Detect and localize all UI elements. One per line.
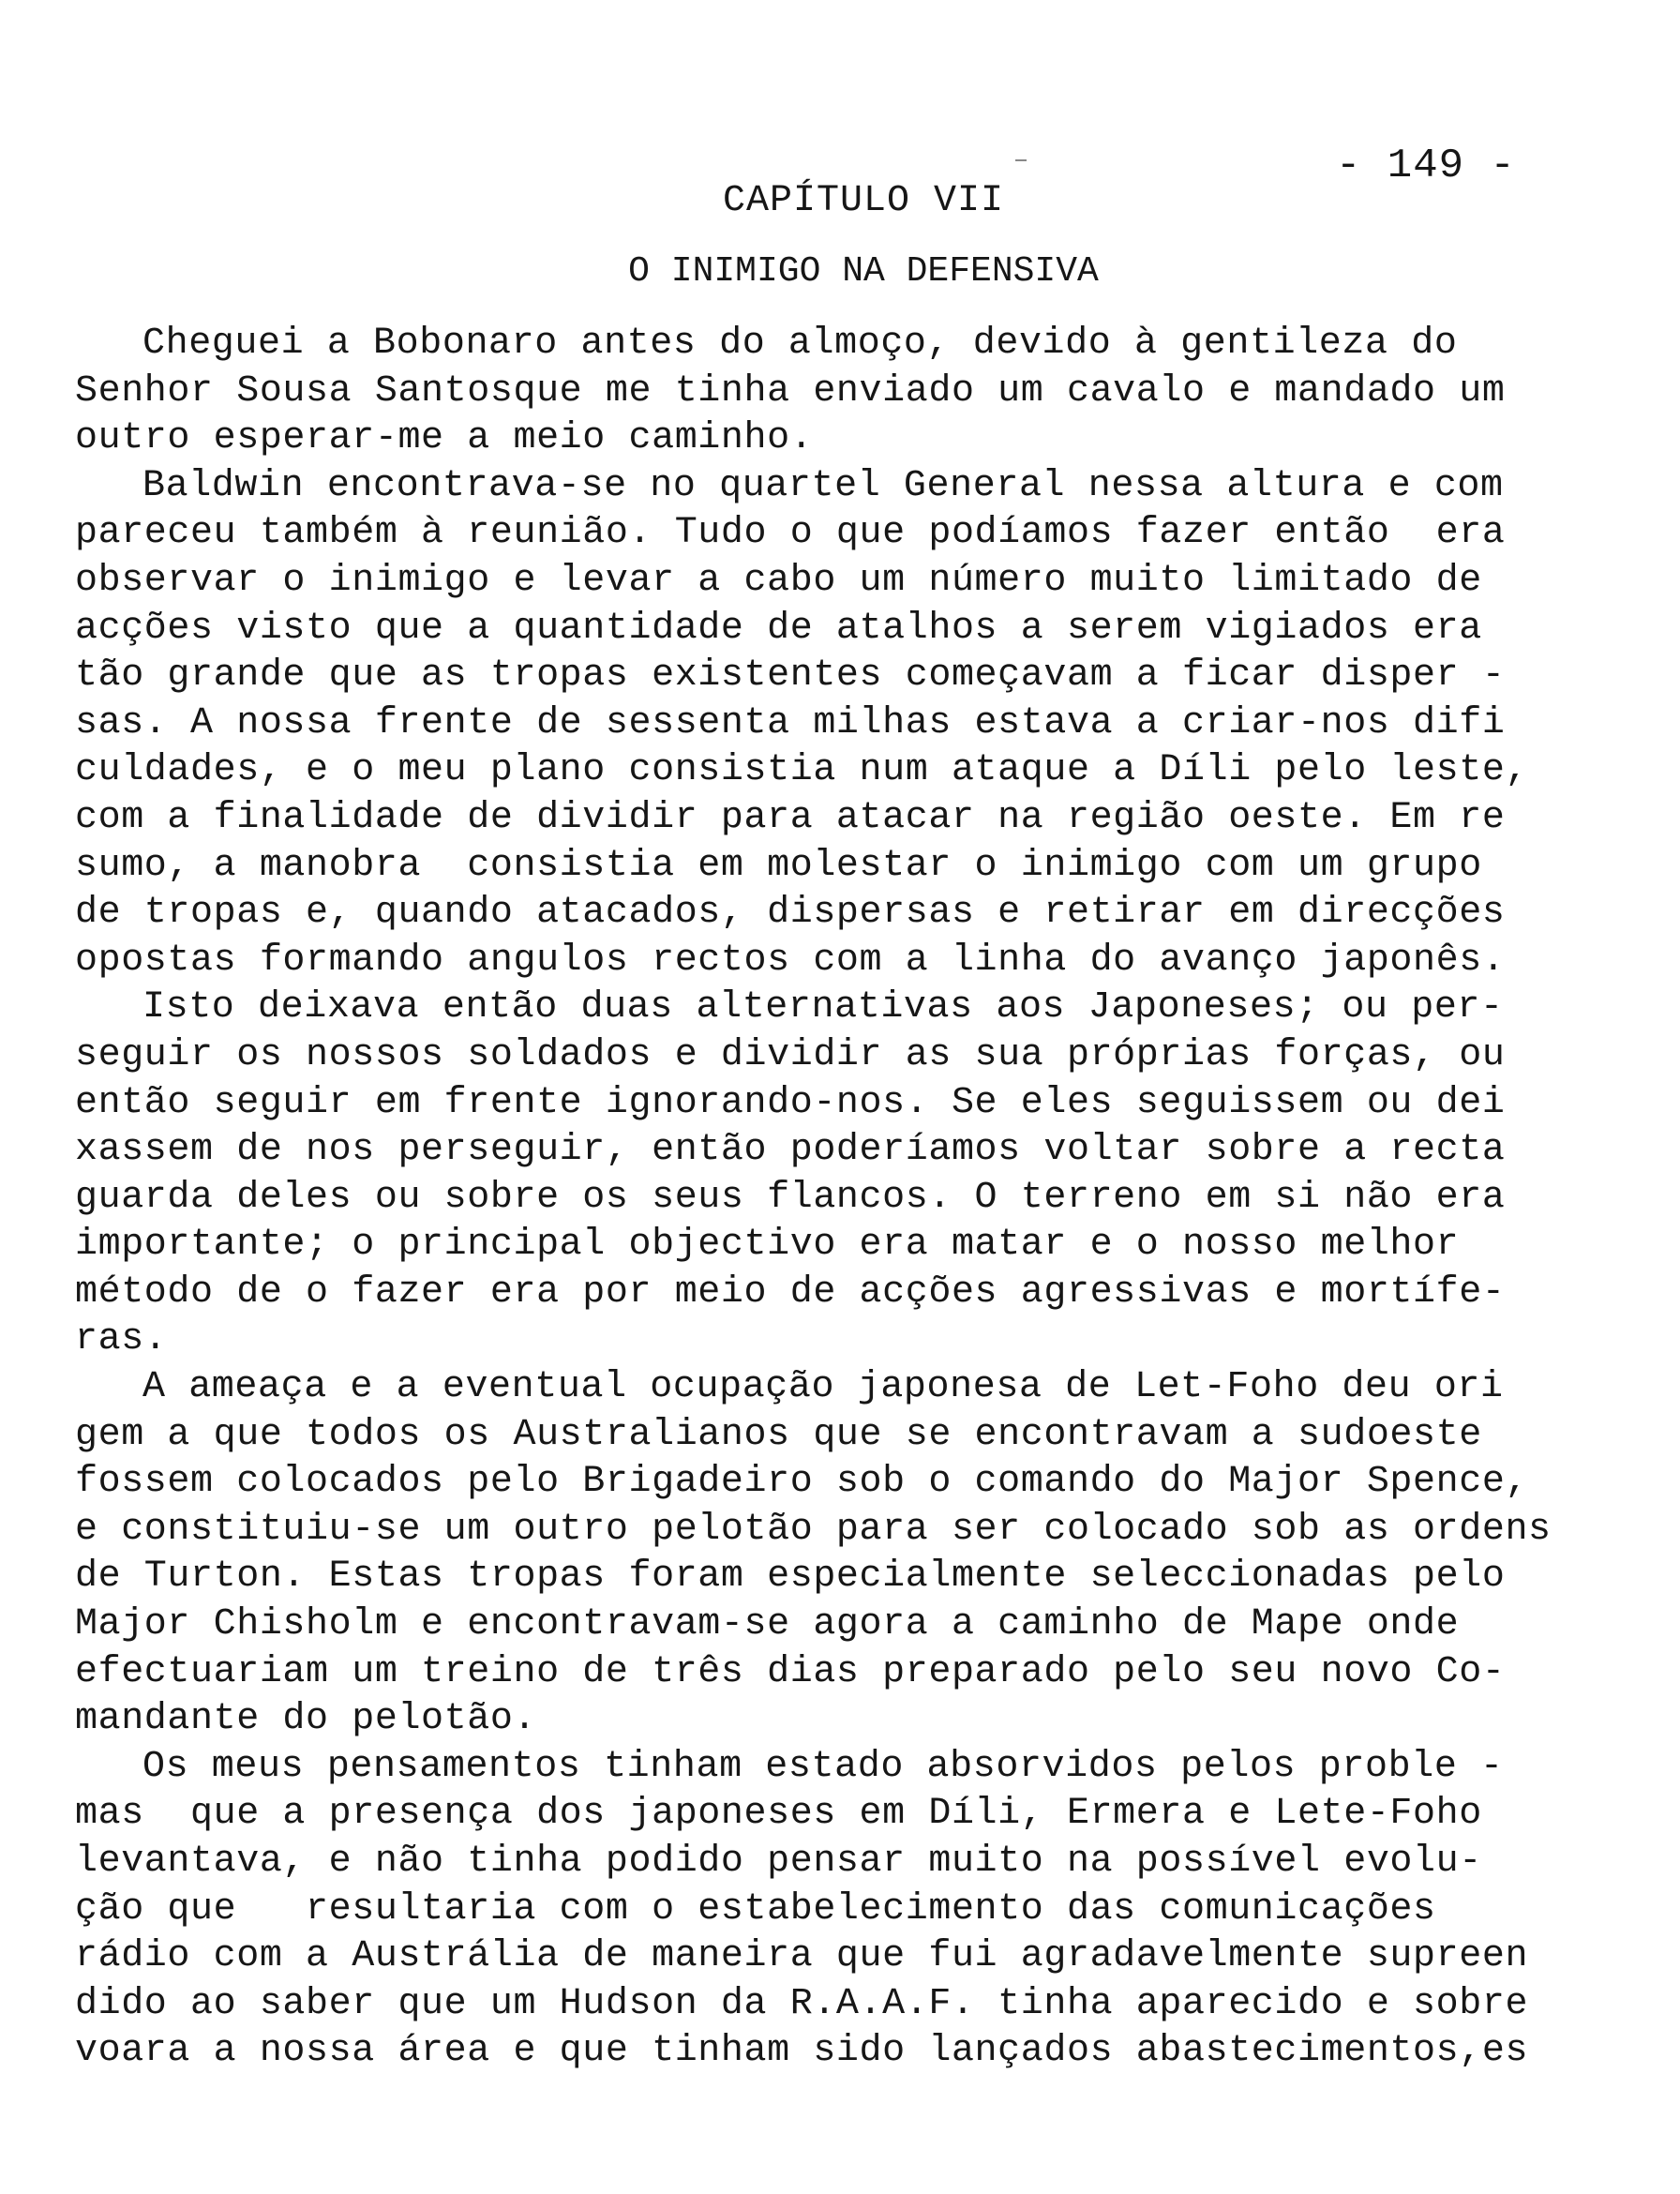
text-line: efectuariam um treino de três dias preparado pelo seu novo Co- <box>75 1650 1506 1693</box>
text-line: pareceu também à reunião. Tudo o que podíamos fazer então era <box>75 512 1506 555</box>
text-line: Cheguei a Bobonaro antes do almoço, devido à gentileza do <box>142 323 1458 365</box>
text-line: dido ao saber que um Hudson da R.A.A.F. tinha aparecido e sobre <box>75 1982 1529 2025</box>
text-line: Major Chisholm e encontravam-se agora a caminho de Mape onde <box>75 1603 1460 1646</box>
text-line: Senhor Sousa Santosque me tinha enviado um cavalo e mandado um <box>75 369 1506 413</box>
text-line: e constituiu-se um outro pelotão para ser colocado sob as ordens <box>75 1508 1552 1551</box>
text-line: tão grande que as tropas existentes começavam a ficar disper - <box>75 654 1506 698</box>
text-line: rádio com a Austrália de maneira que fui agradavelmente supreen <box>75 1935 1529 1978</box>
ink-mark <box>1015 159 1027 161</box>
text-line: então seguir em frente ignorando-nos. Se eles seguissem ou dei <box>75 1081 1506 1124</box>
text-line: Baldwin encontrava-se no quartel General nessa altura e com <box>142 464 1504 507</box>
text-line: ras. <box>75 1318 168 1361</box>
text-line: Isto deixava então duas alternativas aos Japoneses; ou per- <box>142 986 1504 1029</box>
text-line: mandante do pelotão. <box>75 1698 537 1741</box>
text-line: culdades, e o meu plano consistia num ataque a Díli pelo leste, <box>75 749 1529 792</box>
body-text <box>75 321 1552 2076</box>
text-line: guarda deles ou sobre os seus flancos. O terreno em si não era <box>75 1176 1506 1219</box>
text-line: voara a nossa área e que tinham sido lançados abastecimentos,es <box>75 2030 1529 2073</box>
page-number: - 149 - <box>1336 143 1516 189</box>
text-line: mas que a presença dos japoneses em Díli, Ermera e Lete-Foho <box>75 1793 1482 1836</box>
text-line: método de o fazer era por meio de acções agressivas e mortífe- <box>75 1270 1506 1314</box>
text-line: seguir os nossos soldados e dividir as sua próprias forças, ou <box>75 1033 1506 1076</box>
text-line: sas. A nossa frente de sessenta milhas estava a criar-nos difi <box>75 701 1506 744</box>
text-line: Os meus pensamentos tinham estado absorvidos pelos proble - <box>142 1745 1504 1788</box>
text-line: A ameaça e a eventual ocupação japonesa de Let-Foho deu ori <box>142 1366 1504 1409</box>
text-line: acções visto que a quantidade de atalhos a serem vigiados era <box>75 607 1482 650</box>
text-line: de Turton. Estas tropas foram especialmente seleccionadas pelo <box>75 1555 1506 1599</box>
text-line: com a finalidade de dividir para atacar na região oeste. Em re <box>75 796 1506 839</box>
text-line: fossem colocados pelo Brigadeiro sob o comando do Major Spence, <box>75 1461 1529 1504</box>
text-line: xassem de nos perseguir, então poderíamos voltar sobre a recta <box>75 1129 1506 1172</box>
text-line: levantava, e não tinha podido pensar muito na possível evolu- <box>75 1841 1482 1883</box>
text-line: importante; o principal objectivo era matar e o nosso melhor <box>75 1224 1460 1267</box>
text-line: outro esperar-me a meio caminho. <box>75 417 814 460</box>
text-line: observar o inimigo e levar a cabo um número muito limitado de <box>75 559 1482 602</box>
chapter-title: O INIMIGO NA DEFENSIVA <box>628 251 1099 292</box>
text-line: de tropas e, quando atacados, dispersas e retirar em direcções <box>75 892 1506 935</box>
text-line: opostas formando angulos rectos com a linha do avanço japonês. <box>75 939 1506 982</box>
text-line: sumo, a manobra consistia em molestar o inimigo com um grupo <box>75 844 1482 887</box>
text-line: gem a que todos os Australianos que se encontravam a sudoeste <box>75 1413 1482 1456</box>
chapter-heading: CAPÍTULO VII <box>722 180 1005 222</box>
text-line: ção que resultaria com o estabelecimento das comunicações <box>75 1887 1436 1931</box>
